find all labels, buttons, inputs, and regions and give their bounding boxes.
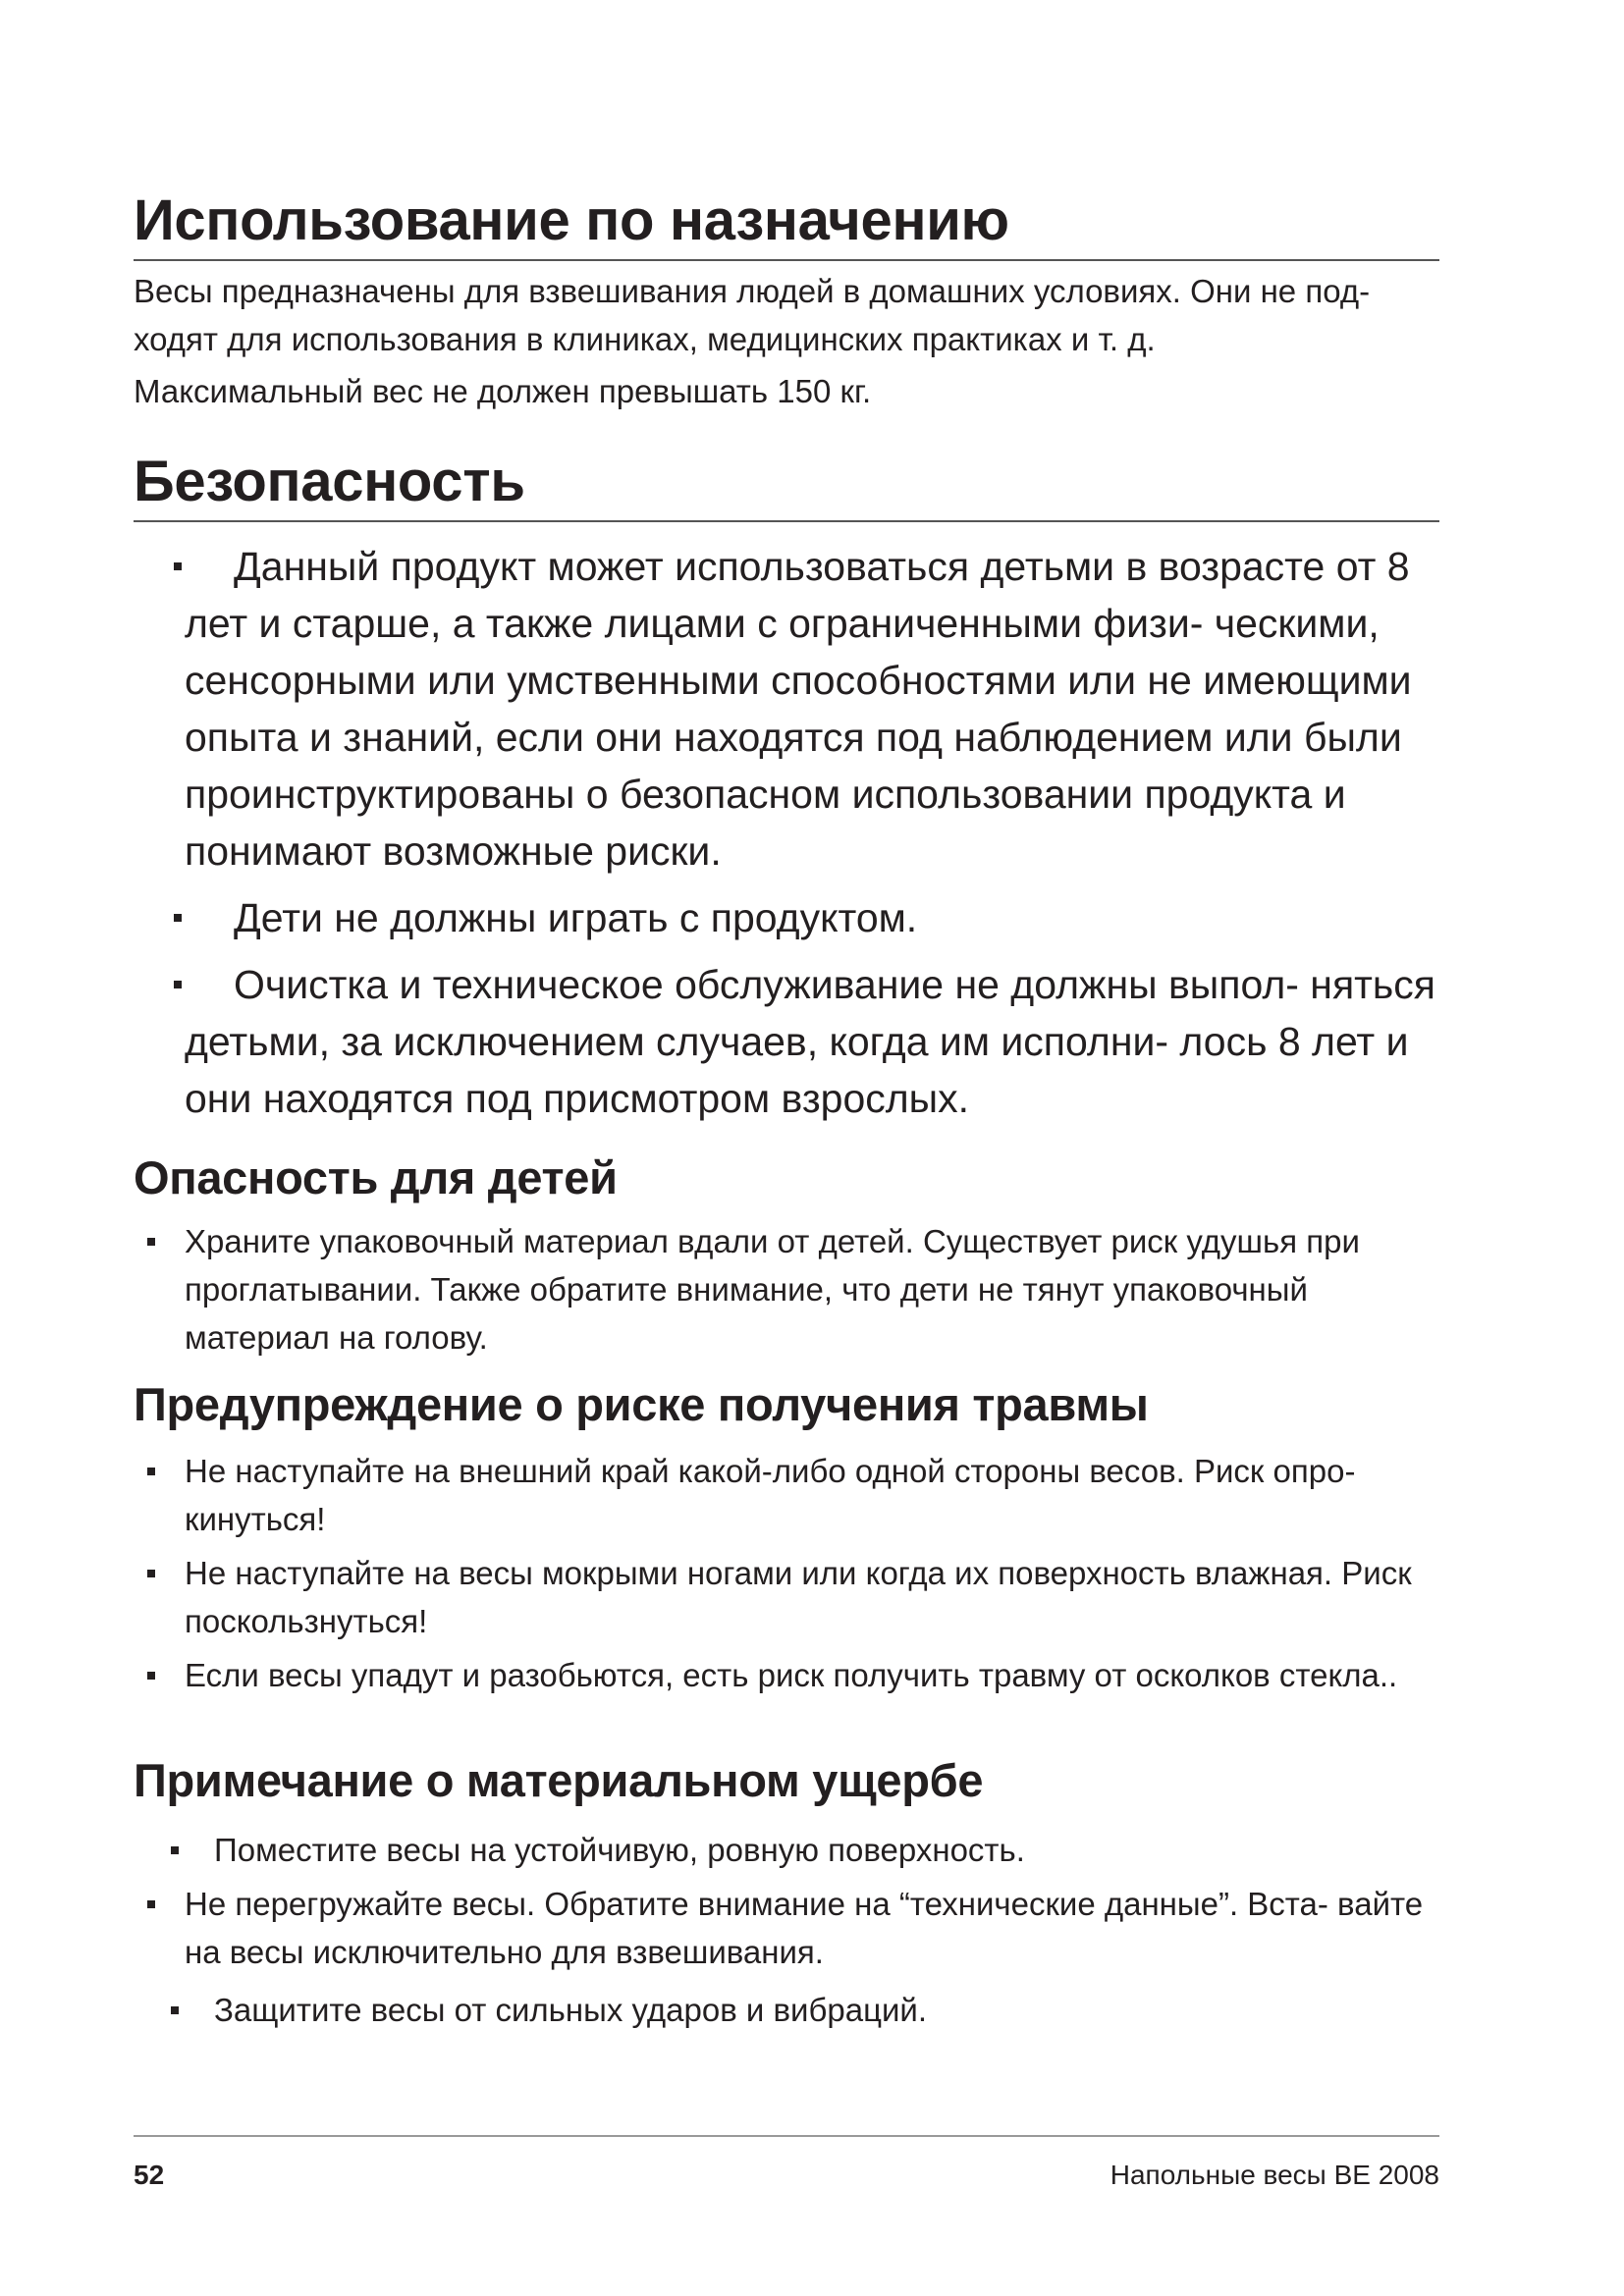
list-item xyxy=(134,1549,1439,1645)
list-item xyxy=(134,889,1439,946)
list-item-text: Если весы упадут и разобьются, есть риск получить травму от осколков стекла.. xyxy=(185,1657,1398,1693)
list-item-text: Дети не должны играть с продуктом. xyxy=(234,895,918,940)
list-item xyxy=(134,1880,1439,1976)
footer-product-name: Напольные весы BE 2008 xyxy=(1110,2160,1439,2190)
bullet-icon xyxy=(174,981,182,988)
heading-intended-use: Использование по назначению xyxy=(134,192,1439,261)
bullet-icon xyxy=(147,1672,155,1680)
footer-divider xyxy=(134,2135,1439,2137)
list-item-text: Не перегружайте весы. Обратите внимание на “технические данные”. Вста- вайте на весы исключительно для взвешивания. xyxy=(185,1886,1424,1970)
injury-list xyxy=(134,1447,1439,1699)
damage-list xyxy=(134,1826,1439,2034)
list-item-text: Поместите весы на устойчивую, ровную поверхность. xyxy=(214,1832,1025,1868)
bullet-icon xyxy=(147,1468,155,1475)
bullet-icon xyxy=(147,1900,155,1908)
intended-use-text xyxy=(134,267,1439,415)
list-item-text: Храните упаковочный материал вдали от детей. Существует риск удушья при проглатывании. Также обратите внимание, что дети не тянут упаковочный материал на голову. xyxy=(185,1223,1360,1356)
paragraph: Максимальный вес не должен превышать 150 кг. xyxy=(134,373,872,409)
heading-injury-warning: Предупреждение о риске получения травмы xyxy=(134,1378,1149,1430)
list-item xyxy=(134,1651,1439,1699)
heading-safety: Безопасность xyxy=(134,454,1439,522)
safety-list xyxy=(134,538,1439,1127)
bullet-icon xyxy=(174,562,182,570)
paragraph: Весы предназначены для взвешивания людей в домашних условиях. Они не под- ходят для использования в клиниках, медицинских практиках и т. д. xyxy=(134,273,1371,357)
list-item-text: Защитите весы от сильных ударов и вибраций. xyxy=(214,1992,928,2028)
page-number: 52 xyxy=(134,2160,165,2190)
bullet-icon xyxy=(174,914,182,922)
bullet-icon xyxy=(171,2006,179,2014)
bullet-icon xyxy=(171,1846,179,1854)
heading-material-damage: Примечание о материальном ущербе xyxy=(134,1754,984,1806)
list-item-text: Не наступайте на внешний край какой-либо одной стороны весов. Риск опро- кинуться! xyxy=(185,1453,1356,1537)
list-item xyxy=(134,1447,1439,1543)
list-item xyxy=(134,1826,1439,1874)
list-item xyxy=(134,1986,1439,2034)
list-item-text: Не наступайте на весы мокрыми ногами или когда их поверхность влажная. Риск поскользнуться! xyxy=(185,1555,1412,1639)
list-item-text: Данный продукт может использоваться детьми в возрасте от 8 лет и старше, а также лицами с ограниченными физи- ческими, сенсорными или умственными способностями или не имеющими опыта и знаний, если они находятся под наблюдением или были проинструктированы о безопасном использовании продукта и понимают возможные риски. xyxy=(185,544,1412,874)
list-item xyxy=(134,956,1439,1127)
child-danger-list xyxy=(134,1217,1439,1362)
bullet-icon xyxy=(147,1570,155,1577)
heading-child-danger: Опасность для детей xyxy=(134,1151,618,1203)
list-item xyxy=(134,538,1439,880)
list-item xyxy=(134,1217,1439,1362)
bullet-icon xyxy=(147,1238,155,1246)
list-item-text: Очистка и техническое обслуживание не должны выпол- няться детьми, за исключением случаев, когда им исполни- лось 8 лет и они находятся под присмотром взрослых. xyxy=(185,962,1435,1121)
